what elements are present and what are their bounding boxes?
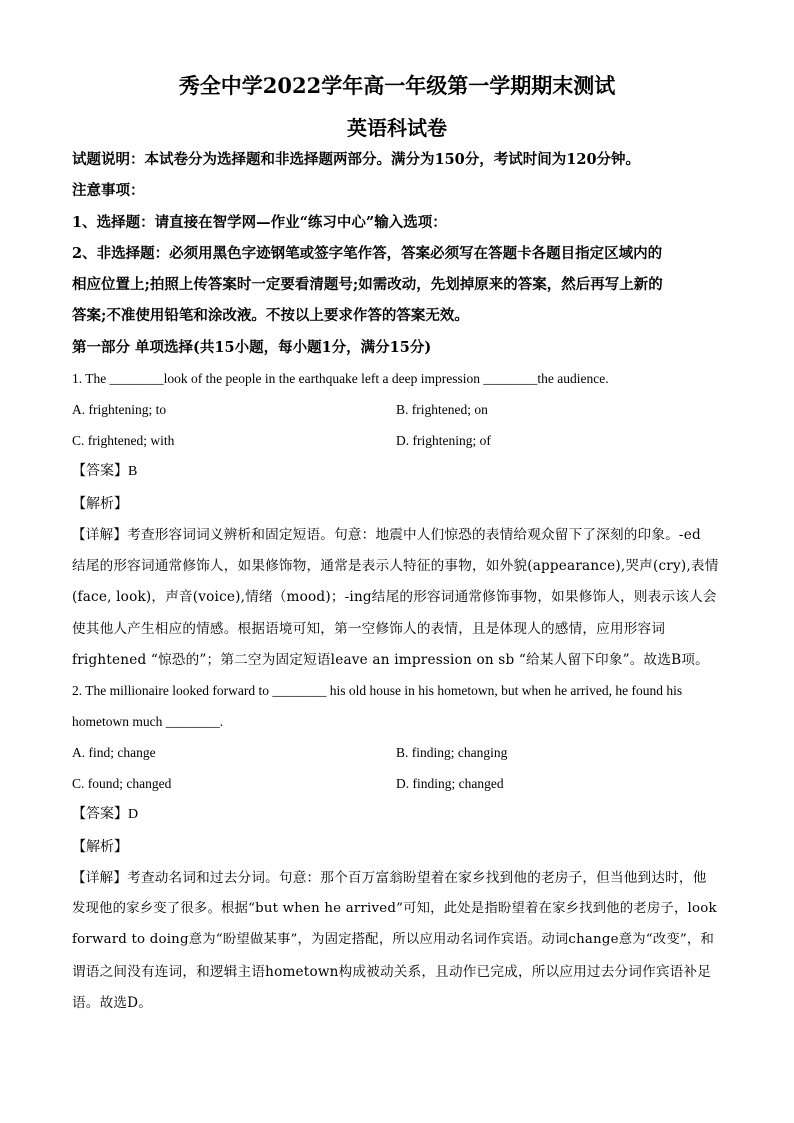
detail-line: 谓语之间没有连词，和逻辑主语hometown构成被动关系，且动作已完成，所以应用过去分词作宾语补足	[72, 964, 712, 980]
question-stem: 2. The millionaire looked forward to ________ his old house in his hometown, but when he arrived, he found his	[72, 683, 683, 698]
option-b: B. finding; changing	[396, 745, 508, 760]
answer-tag: 【答案】B	[72, 464, 138, 479]
option-c: C. frightened; with	[72, 433, 175, 448]
detail-line: 使其他人产生相应的情感。根据语境可知，第一空修饰人的表情，且是体现人的感情，应用形容词	[72, 621, 666, 637]
option-d: D. finding; changed	[396, 776, 504, 791]
detail-line: frightened “惊恐的”；第二空为固定短语leave an impression on sb “给某人留下印象”。故选B项。	[72, 652, 709, 668]
detail-line: 【详解】考查形容词词义辨析和固定短语。句意：地震中人们惊恐的表情给观众留下了深刻的印象。-ed	[72, 527, 701, 543]
detail-line: 发现他的家乡变了很多。根据“but when he arrived”可知，此处是指盼望着在家乡找到他的老房子，look	[72, 901, 717, 916]
exam-title: 秀全中学2022学年高一年级第一学期期末测试	[178, 73, 616, 98]
option-a: A. find; change	[72, 745, 156, 760]
option-c: C. found; changed	[72, 776, 172, 791]
instruction-line: 试题说明：本试卷分为选择题和非选择题两部分。满分为150分，考试时间为120分钟。	[72, 151, 641, 168]
option-b: B. frightened; on	[396, 402, 488, 417]
detail-line: 语。故选D。	[72, 995, 153, 1011]
detail-line: 结尾的形容词通常修饰人，如果修饰物，通常是表示人特征的事物，如外貌(appearance),哭声(cry),表情	[72, 558, 719, 574]
answer-tag: 【答案】D	[72, 807, 139, 822]
instruction-line: 相应位置上;拍照上传答案时一定要看清题号;如需改动，先划掉原来的答案，然后再写上新的	[72, 276, 663, 293]
option-d: D. frightening; of	[396, 433, 491, 448]
instruction-line: 答案;不准使用铅笔和涂改液。不按以上要求作答的答案无效。	[72, 307, 469, 324]
option-a: A. frightening; to	[72, 402, 167, 417]
instruction-line: 2、非选择题：必须用黑色字迹钢笔或签字笔作答，答案必须写在答题卡各题目指定区域内的	[72, 245, 663, 262]
detail-line: (face, look)，声音(voice),情绪（mood)；-ing结尾的形容词通常修饰事物，如果修饰人，则表示该人会	[72, 589, 717, 605]
analysis-tag: 【解析】	[72, 496, 128, 512]
exam-subtitle: 英语科试卷	[347, 116, 447, 140]
question-stem-continued: hometown much ________.	[72, 714, 224, 729]
section-heading: 第一部分 单项选择(共15小题，每小题1分，满分15分)	[72, 339, 432, 356]
question-stem: 1. The ________look of the people in the earthquake left a deep impression ________the audience.	[72, 371, 609, 386]
instruction-line: 注意事项：	[72, 182, 145, 199]
detail-line: 【详解】考查动名词和过去分词。句意：那个百万富翁盼望着在家乡找到他的老房子，但当他到达时，他	[72, 870, 707, 886]
analysis-tag: 【解析】	[72, 839, 128, 855]
instruction-line: 1、选择题：请直接在智学网—作业“练习中心”输入选项：	[72, 214, 447, 231]
detail-line: forward to doing意为“盼望做某事”，为固定搭配，所以应用动名词作宾语。动词change意为“改变”，和	[72, 932, 714, 947]
